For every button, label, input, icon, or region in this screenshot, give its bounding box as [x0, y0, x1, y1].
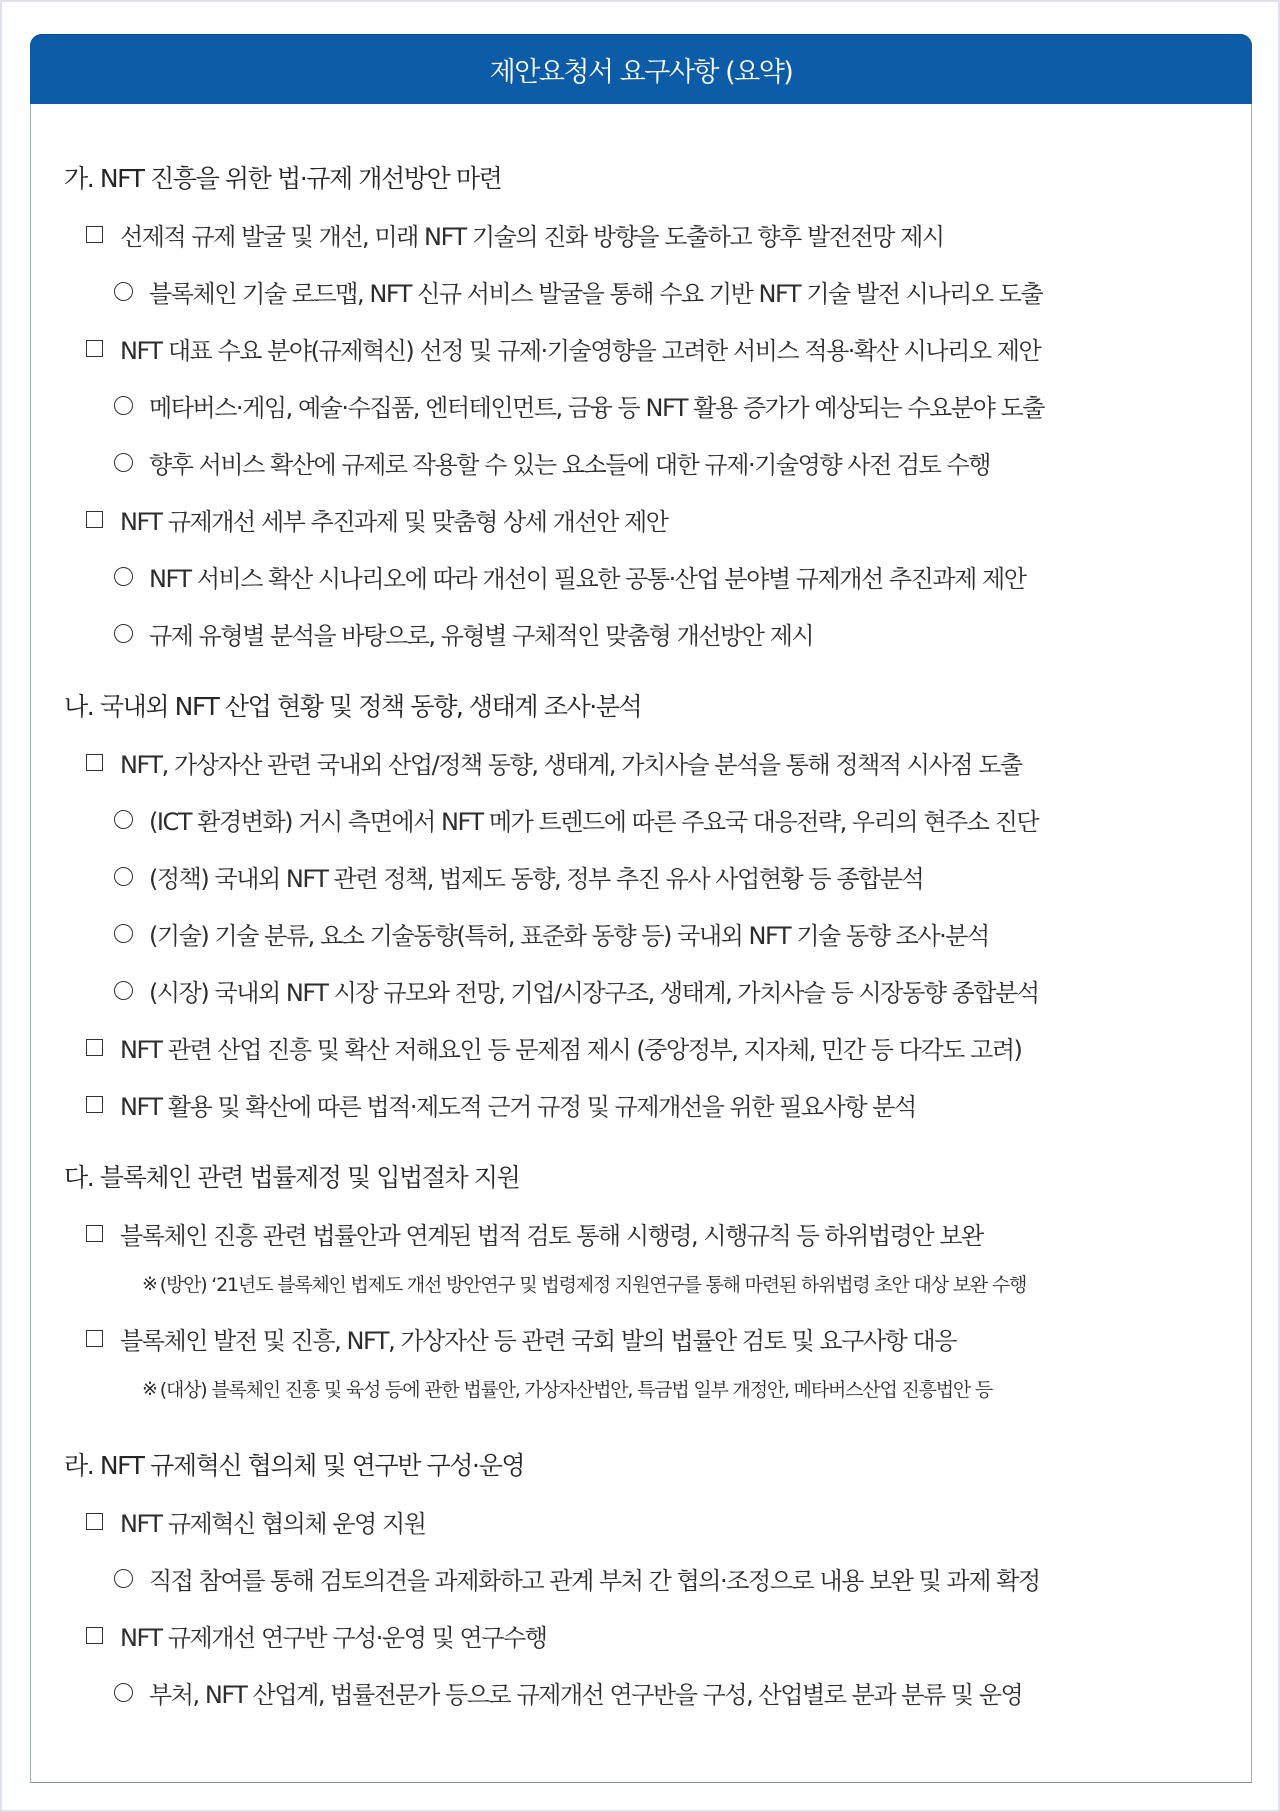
item-text: 부처, NFT 산업계, 법률전문가 등으로 규제개선 연구반을 구성, 산업별로 분과 분류 및 운영 [149, 1681, 1023, 1709]
circle-bullet-icon [114, 282, 133, 301]
item-text: NFT 규제혁신 협의체 운영 지원 [120, 1510, 426, 1538]
reference-mark-icon: ※ [142, 1272, 157, 1295]
note-text: (방안) ‘21년도 블록체인 법제도 개선 방안연구 및 법령제정 지원연구를 통해 마련된 하위법령 초안 대상 보완 수행 [159, 1274, 1027, 1296]
item-text: (ICT 환경변화) 거시 측면에서 NFT 메가 트렌드에 따른 주요국 대응전략, 우리의 현주소 진단 [149, 808, 1039, 836]
item-text: 선제적 규제 발굴 및 개선, 미래 NFT 기술의 진화 방향을 도출하고 향후 발전전망 제시 [120, 223, 944, 251]
item-text: NFT 규제개선 연구반 구성·운영 및 연구수행 [120, 1624, 547, 1652]
circle-bullet-icon [114, 1683, 133, 1702]
square-bullet-icon [86, 1096, 103, 1113]
panel-title: 제안요청서 요구사항 (요약) [489, 56, 793, 88]
note-item [142, 1270, 1026, 1297]
list-item [86, 1618, 546, 1653]
item-text: NFT 서비스 확산 시나리오에 따라 개선이 필요한 공통·산업 분야별 규제개선 추진과제 제안 [149, 565, 1026, 593]
square-bullet-icon [86, 1513, 103, 1530]
circle-bullet-icon [114, 981, 133, 1000]
square-bullet-icon [86, 1330, 103, 1347]
section-heading: 나. 국내외 NFT 산업 현황 및 정책 동향, 생태계 조사·분석 [64, 692, 642, 721]
list-item [114, 802, 1038, 837]
item-text: NFT, 가상자산 관련 국내외 산업/정책 동향, 생태계, 가치사슬 분석을 통해 정책적 시사점 도출 [120, 751, 1022, 779]
item-text: 규제 유형별 분석을 바탕으로, 유형별 구체적인 맞춤형 개선방안 제시 [149, 622, 814, 650]
list-item [114, 559, 1025, 594]
circle-bullet-icon [114, 1569, 133, 1588]
circle-bullet-icon [114, 567, 133, 586]
list-item [114, 1561, 1040, 1596]
list-item [114, 274, 1042, 309]
reference-mark-icon: ※ [142, 1377, 157, 1400]
list-item [86, 217, 944, 252]
item-text: 메타버스·게임, 예술·수집품, 엔터테인먼트, 금융 등 NFT 활용 증가가 예상되는 수요분야 도출 [149, 394, 1045, 422]
list-item [114, 1675, 1022, 1710]
note-item [142, 1375, 992, 1402]
list-item [114, 973, 1039, 1008]
list-item [86, 1087, 916, 1122]
panel-body [30, 104, 1252, 1783]
list-item [86, 1216, 983, 1251]
panel-header [30, 34, 1252, 106]
list-item [86, 502, 668, 537]
circle-bullet-icon [114, 396, 133, 415]
note-text: (대상) 블록체인 진흥 및 육성 등에 관한 법률안, 가상자산법안, 특금법 일부 개정안, 메타버스산업 진흥법안 등 [159, 1379, 993, 1401]
square-bullet-icon [86, 511, 103, 528]
list-item [86, 1504, 425, 1539]
list-item [86, 1321, 956, 1356]
circle-bullet-icon [114, 624, 133, 643]
item-text: NFT 규제개선 세부 추진과제 및 맞춤형 상세 개선안 제안 [120, 508, 668, 536]
item-text: 블록체인 진흥 관련 법률안과 연계된 법적 검토 통해 시행령, 시행규칙 등 하위법령안 보완 [120, 1222, 983, 1250]
item-text: NFT 활용 및 확산에 따른 법적·제도적 근거 규정 및 규제개선을 위한 필요사항 분석 [120, 1093, 916, 1121]
square-bullet-icon [86, 754, 103, 771]
section-heading: 라. NFT 규제혁신 협의체 및 연구반 구성·운영 [64, 1451, 525, 1480]
section-heading: 가. NFT 진흥을 위한 법·규제 개선방안 마련 [64, 164, 502, 193]
item-text: (정책) 국내외 NFT 관련 정책, 법제도 동향, 정부 추진 유사 사업현황 등 종합분석 [149, 865, 924, 893]
requirements-summary-panel [30, 34, 1252, 1783]
item-text: (기술) 기술 분류, 요소 기술동향(특허, 표준화 동향 등) 국내외 NFT 기술 동향 조사·분석 [149, 922, 989, 950]
list-item [114, 445, 990, 480]
list-item [114, 916, 989, 951]
list-item [114, 616, 813, 651]
square-bullet-icon [86, 226, 103, 243]
list-item [86, 1030, 1021, 1065]
circle-bullet-icon [114, 810, 133, 829]
square-bullet-icon [86, 1225, 103, 1242]
square-bullet-icon [86, 1627, 103, 1644]
item-text: 블록체인 발전 및 진흥, NFT, 가상자산 등 관련 국회 발의 법률안 검토 및 요구사항 대응 [120, 1327, 956, 1355]
section-heading: 다. 블록체인 관련 법률제정 및 입법절차 지원 [64, 1163, 520, 1192]
circle-bullet-icon [114, 453, 133, 472]
item-text: 직접 참여를 통해 검토의견을 과제화하고 관계 부처 간 협의·조정으로 내용 보완 및 과제 확정 [149, 1567, 1040, 1595]
square-bullet-icon [86, 340, 103, 357]
item-text: (시장) 국내외 NFT 시장 규모와 전망, 기업/시장구조, 생태계, 가치사슬 등 시장동향 종합분석 [149, 979, 1039, 1007]
item-text: 블록체인 기술 로드맵, NFT 신규 서비스 발굴을 통해 수요 기반 NFT 기술 발전 시나리오 도출 [149, 280, 1043, 308]
list-item [86, 745, 1022, 780]
item-text: NFT 대표 수요 분야(규제혁신) 선정 및 규제·기술영향을 고려한 서비스 적용·확산 시나리오 제안 [120, 337, 1041, 365]
circle-bullet-icon [114, 867, 133, 886]
item-text: NFT 관련 산업 진흥 및 확산 저해요인 등 문제점 제시 (중앙정부, 지자체, 민간 등 다각도 고려) [120, 1036, 1022, 1064]
list-item [114, 388, 1044, 423]
square-bullet-icon [86, 1039, 103, 1056]
list-item [86, 331, 1040, 366]
circle-bullet-icon [114, 924, 133, 943]
list-item [114, 859, 923, 894]
item-text: 향후 서비스 확산에 규제로 작용할 수 있는 요소들에 대한 규제·기술영향 사전 검토 수행 [149, 451, 991, 479]
